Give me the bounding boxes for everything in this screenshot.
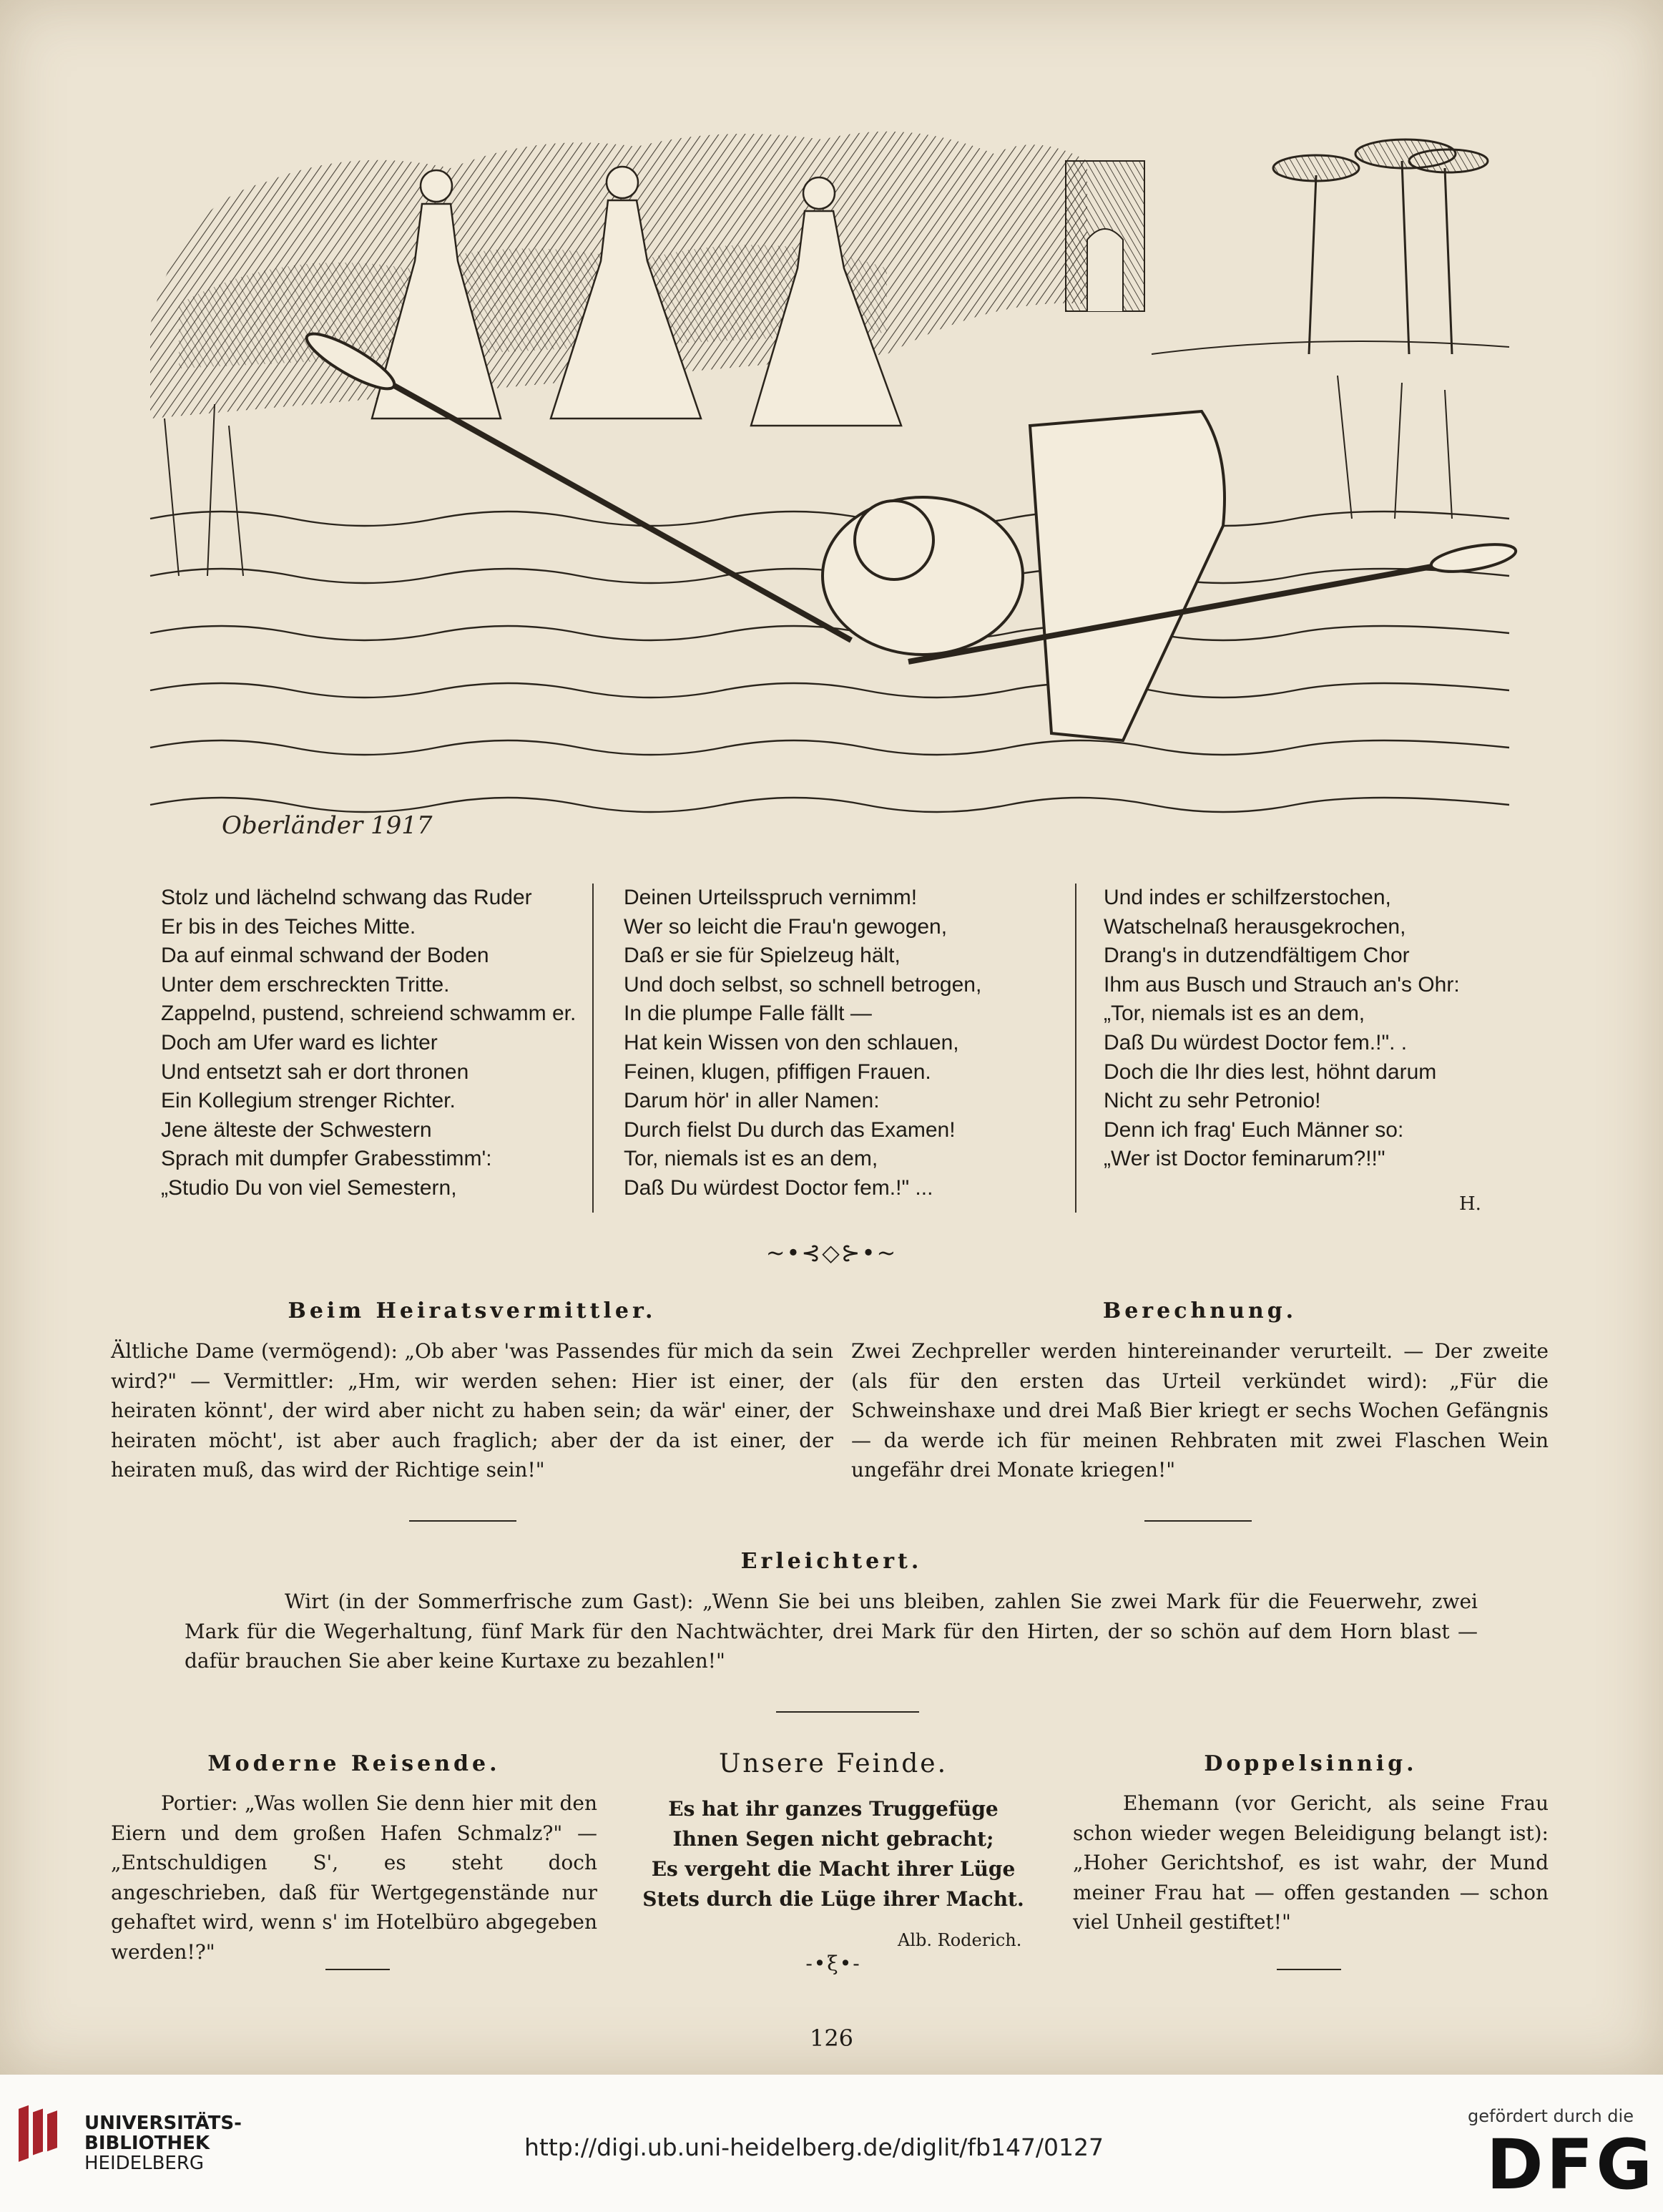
illustration-signature: Oberländer 1917	[222, 811, 433, 840]
poem-line: „Wer ist Doctor feminarum?!!"	[1104, 1147, 1385, 1171]
heading-erleichtert: Erleichtert.	[740, 1549, 923, 1574]
section-rule	[325, 1969, 390, 1970]
poem-author: Alb. Roderich.	[898, 1930, 1022, 1950]
heading-berechnung: Berechnung.	[1102, 1298, 1297, 1323]
poem-signature: H.	[1459, 1193, 1481, 1215]
section-rule	[1144, 1520, 1252, 1522]
poem-line: Es vergeht die Macht ihrer Lüge	[651, 1857, 1016, 1881]
poem-line: Es hat ihr ganzes Truggefüge	[668, 1797, 999, 1821]
footer-bar	[0, 2075, 1663, 2212]
poem-line: Ihnen Segen nicht gebracht;	[672, 1827, 994, 1851]
poem-line: Drang's in dutzendfältigem Chor	[1104, 944, 1410, 968]
heading-heiratsvermittler: Beim Heiratsvermittler.	[288, 1298, 657, 1323]
poem-line: Durch fielst Du durch das Examen!	[624, 1117, 956, 1142]
text-berechnung: Zwei Zechpreller werden hintereinander verurteilt. — Der zweite (als für den ersten das Urteil verkündet wird): „Für die Schweinshaxe und drei Maß Bier kriegt er sechs Wochen Gefängnis — da werde ich für meinen Rehbraten mit zwei Flaschen Wein ungefähr drei Monate kriegen!"	[851, 1339, 1549, 1482]
poem-line: Er bis in des Teiches Mitte.	[161, 914, 416, 939]
poem-line: Stets durch die Lüge ihrer Macht.	[642, 1887, 1024, 1911]
poem-line: In die plumpe Falle fällt —	[624, 1002, 872, 1026]
poem-line: Daß er sie für Spielzeug hält,	[624, 944, 901, 968]
source-url-link[interactable]: http://digi.ub.uni-heidelberg.de/diglit/fb147/0127	[524, 2133, 1104, 2161]
poem-line: Denn ich frag' Euch Männer so:	[1104, 1117, 1404, 1142]
poem-line: Doch am Ufer ward es lichter	[161, 1030, 438, 1054]
poem-column-1	[161, 884, 590, 1203]
poem-line: Feinen, klugen, pfiffigen Frauen.	[624, 1059, 931, 1084]
poem-line: Sprach mit dumpfer Grabesstimm':	[161, 1147, 492, 1171]
poem-line: Und indes er schilfzerstochen,	[1104, 886, 1391, 909]
section-rule	[776, 1711, 919, 1713]
column-divider	[592, 884, 594, 1213]
poem-line: Unter dem erschreckten Tritte.	[161, 972, 450, 997]
text-moderne-reisende: Portier: „Was wollen Sie denn hier mit den Eiern und dem großen Hafen Schmalz?" — „Entschuldigen S', es steht doch angeschrieben, daß für Wertgegenstände nur gehaftet wird, wenn s' im Hotelbüro abgegeben werden!?"	[111, 1791, 597, 1964]
funding-note: gefördert durch die	[1468, 2106, 1634, 2126]
heading-unsere-feinde: Unsere Feinde.	[718, 1749, 948, 1778]
poem-line: Tor, niemals ist es an dem,	[624, 1147, 878, 1171]
text-heiratsvermittler: Ältliche Dame (vermögend): „Ob aber 'was Passendes für mich da sein wird?" — Vermittler: „Hm, wir werden sehen: Hier ist einer, der heiraten könnt', der wird aber nicht zu haben sein; da wär' einer, der heiraten möcht', ist aber auch fraglich; aber der da ist einer, der heiraten muß, das wird der Richtige sein!"	[111, 1339, 833, 1482]
poem-line: Daß Du würdest Doctor fem.!" ...	[624, 1175, 933, 1200]
rowing-boat-engraving-icon	[136, 118, 1527, 869]
poem-line: Ein Kollegium strenger Richter.	[161, 1089, 456, 1113]
poem-line: Ihm aus Busch und Strauch an's Ohr:	[1104, 972, 1460, 997]
heading-moderne-reisende: Moderne Reisende.	[207, 1751, 501, 1776]
poem-line: Jene älteste der Schwestern	[161, 1117, 432, 1142]
poem-line: Und entsetzt sah er dort thronen	[161, 1059, 469, 1084]
uni-line: UNIVERSITÄTS-	[84, 2113, 242, 2134]
university-library-name[interactable]	[84, 2113, 242, 2173]
poem-line: Hat kein Wissen von den schlauen,	[624, 1030, 959, 1054]
poem-column-2	[624, 884, 1053, 1203]
page-number: 126	[809, 2025, 854, 2052]
poem-line: Wer so leicht die Frau'n gewogen,	[624, 914, 948, 939]
section-rule	[1277, 1969, 1341, 1970]
poem-line: Daß Du würdest Doctor fem.!". .	[1104, 1030, 1408, 1054]
poem-line: Deinen Urteilsspruch vernimm!	[624, 886, 918, 909]
poem-line: Stolz und lächelnd schwang das Ruder	[161, 886, 532, 909]
poem-line: „Tor, niemals ist es an dem,	[1104, 1002, 1365, 1026]
uni-line: HEIDELBERG	[84, 2153, 205, 2174]
small-ornament: -•ξ•-	[805, 1952, 861, 1975]
poem-line: Nicht zu sehr Petronio!	[1104, 1089, 1321, 1113]
poem-unsere-feinde	[629, 1794, 1037, 1914]
uni-line: BIBLIOTHEK	[84, 2133, 210, 2154]
rowing-illustration	[136, 118, 1527, 869]
poem-line: Da auf einmal schwand der Boden	[161, 944, 489, 968]
university-library-logo-icon	[14, 2105, 72, 2169]
poem-column-3	[1104, 884, 1533, 1174]
dfg-logo[interactable]: DFG	[1486, 2125, 1656, 2205]
ornament-divider: ~•⊰◇⊱•~	[765, 1239, 898, 1266]
poem-line: Zappelnd, pustend, schreiend schwamm er.	[161, 1002, 577, 1026]
poem-line: Watschelnaß herausgekrochen,	[1104, 914, 1406, 939]
poem-line: Doch die Ihr dies lest, höhnt darum	[1104, 1059, 1437, 1084]
poem-line: Darum hör' in aller Namen:	[624, 1089, 880, 1113]
poem-line: „Studio Du von viel Semestern,	[161, 1175, 457, 1200]
text-doppelsinnig: Ehemann (vor Gericht, als seine Frau schon wieder wegen Beleidigung belangt ist): „Hoher Gerichtshof, es ist wahr, der Mund meiner Frau hat — offen gestanden — schon viel Unheil gestiftet!"	[1073, 1791, 1549, 1934]
poem-line: Und doch selbst, so schnell betrogen,	[624, 972, 982, 997]
heading-doppelsinnig: Doppelsinnig.	[1204, 1751, 1418, 1776]
column-divider	[1075, 884, 1076, 1213]
section-rule	[409, 1520, 516, 1522]
text-erleichtert: Wirt (in der Sommerfrische zum Gast): „Wenn Sie bei uns bleiben, zahlen Sie zwei Mark für die Feuerwehr, zwei Mark für die Wegerhaltung, fünf Mark für den Nachtwächter, drei Mark für den Hirten, der so schön auf dem Horn blast — dafür brauchen Sie aber keine Kurtaxe zu bezahlen!"	[185, 1590, 1478, 1673]
